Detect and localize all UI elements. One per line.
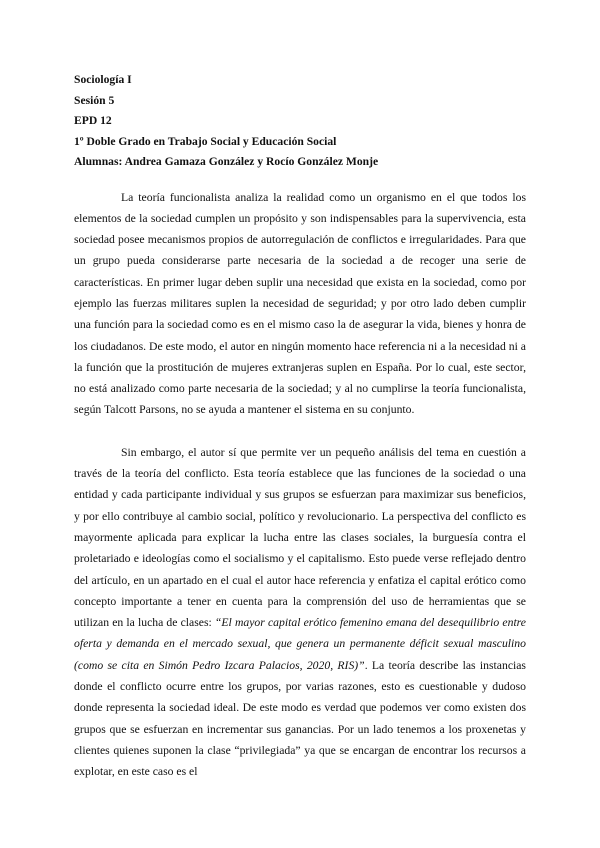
paragraph-functionalist-theory: La teoría funcionalista analiza la realidad como un organismo en el que todos los elementos de la sociedad cumplen un propósito y son indispensables para la supervivencia, esta sociedad posee mecanismos propios de autorregulación de conflictos e irregularidades. Para que un grupo pueda considerarse parte necesaria de la sociedad a de recoger una serie de características. En primer lugar deben suplir una necesidad que exista en la sociedad, como por ejemplo las fuerzas militares suplen la necesidad de seguridad; y por otro lado deben cumplir una función para la sociedad como es en el mismo caso la de asegurar la vida, bienes y honra de los ciudadanos. De este modo, el autor en ningún momento hace referencia ni a la necesidad ni a la función que la prostitución de mujeres extranjeras suplen en España. Por lo cual, este sector, no está analizado como parte necesaria de la sociedad; y al no cumplirse la teoría funcionalista, según Talcott Parsons, no se ayuda a mantener el sistema en su conjunto.	[74, 190, 526, 417]
paragraph-2-text-start: Sin embargo, el autor sí que permite ver un pequeño análisis del tema en cuestión a través de la teoría del conflicto. Esta teoría establece que las funciones de la sociedad o una entidad y cada participante individual y sus grupos se esfuerzan para maximizar sus beneficios, y por ello contribuye al cambio social, político y revolucionario. La perspectiva del conflicto es mayormente aplicada para explicar la lucha entre las clases sociales, la burguesía contra el proletariado e ideologías como el socialismo y el capitalismo. Esto puede verse reflejado dentro del artículo, en un apartado en el cual el autor hace referencia y enfatiza el capital erótico como concepto importante a tener en cuenta para la comprensión del uso de herramientas que se utilizan en la lucha de clases:	[74, 445, 526, 630]
paragraph-conflict-theory	[74, 442, 526, 783]
paragraph-2-text-end: . La teoría describe las instancias donde el conflicto ocurre entre los grupos, por varias razones, esto es cuestionable y dudoso donde representa la sociedad ideal. De este modo es verdad que podemos ver como existen dos grupos que se esfuerzan en incrementar sus ganancias. Por un lado tenemos a los proxenetas y clientes quienes suponen la clase “privilegiada” ya que se encargan de encontrar los recursos a explotar, en este caso es el	[74, 658, 526, 779]
course-title: Sociología I	[74, 73, 132, 86]
epd-label: EPD 12	[74, 114, 112, 127]
paragraph-2-quote: “El mayor capital erótico femenino emana del desequilibrio entre oferta y demanda en el mercado sexual, que genera un permanente déficit sexual masculino (como se cita en Simón Pedro Izcara Palacios, 2020, RIS)”	[74, 616, 526, 672]
degree-label: 1º Doble Grado en Trabajo Social y Educación Social	[74, 134, 337, 148]
students-label: Alumnas: Andrea Gamaza González y Rocío González Monje	[74, 155, 379, 168]
session-label: Sesión 5	[74, 93, 115, 107]
document-header	[74, 70, 526, 173]
